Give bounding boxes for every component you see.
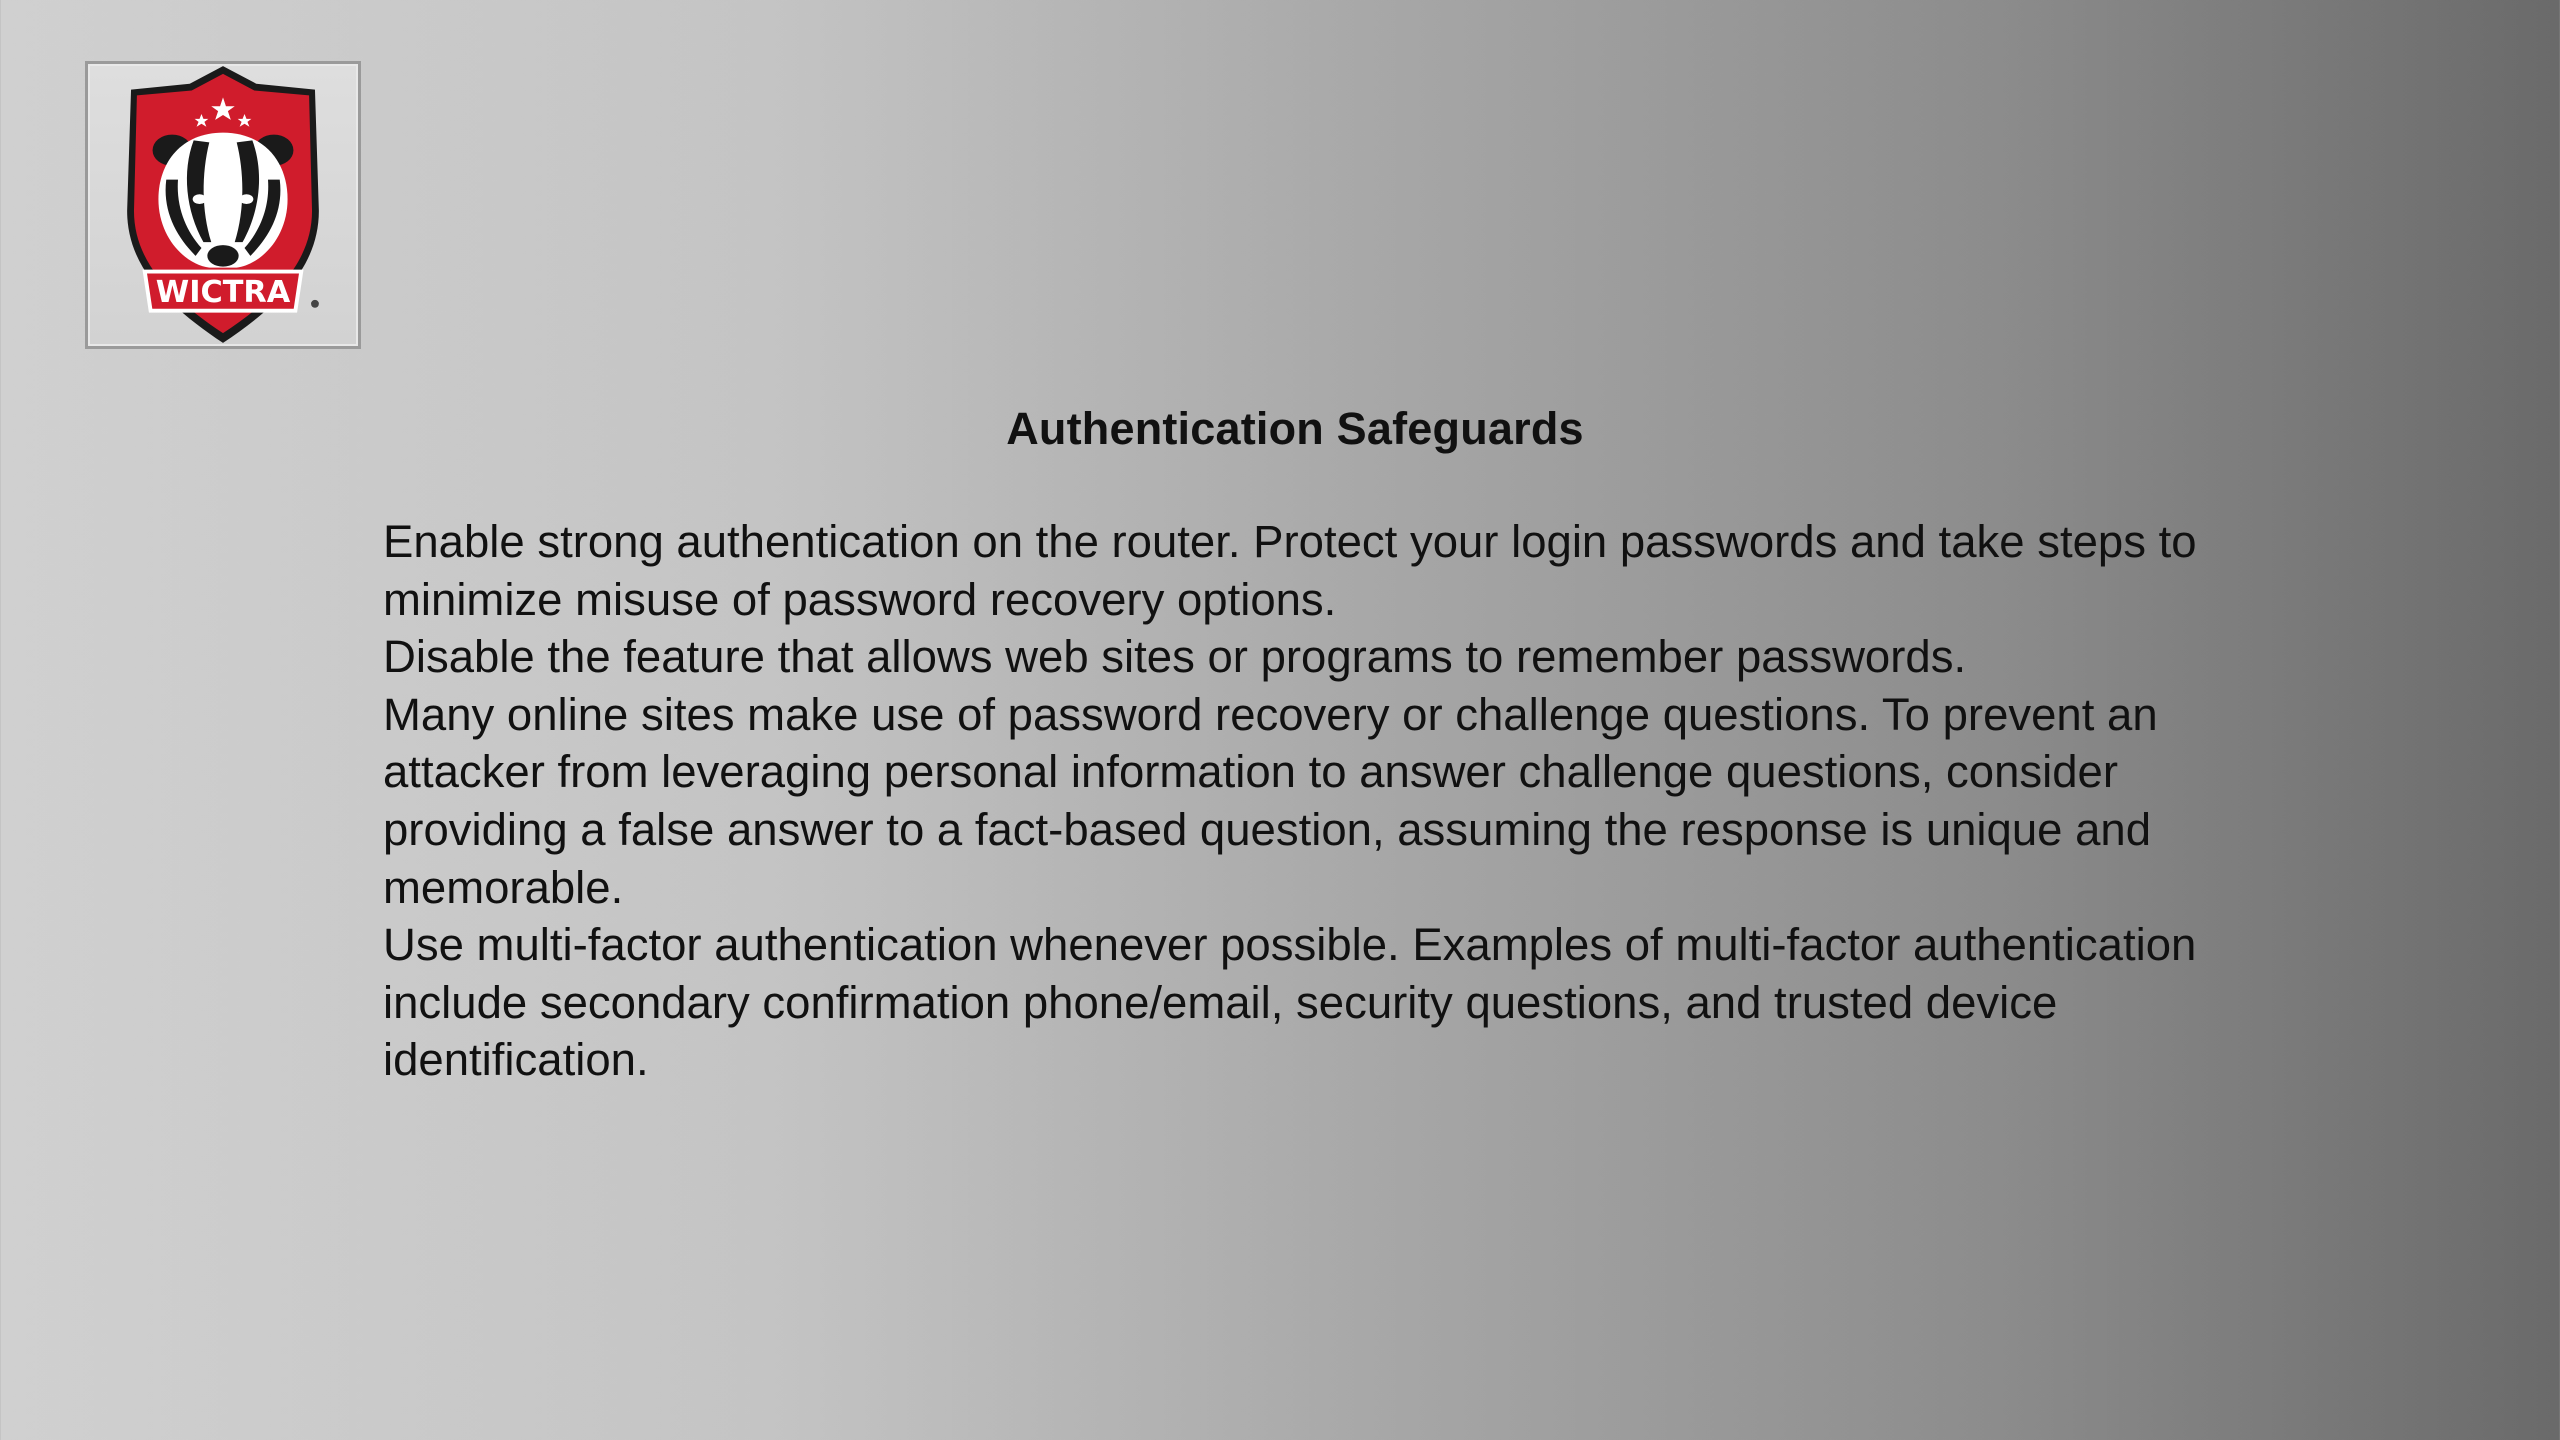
wictra-logo xyxy=(85,61,361,349)
paragraph-challenge-questions: Many online sites make use of password recovery or challenge questions. To prevent an attacker from leveraging personal information to answer challenge questions, consider providing a false answer to a fact-based question, assuming the response is unique and memorable. xyxy=(383,688,2158,913)
logo-brand-text: WICTRA xyxy=(155,274,291,310)
paragraph-disable-remember: Disable the feature that allows web sites or programs to remember passwords. xyxy=(383,631,1967,683)
badger-shield-icon xyxy=(88,64,358,346)
paragraph-multi-factor: Use multi-factor authentication whenever possible. Examples of multi-factor authentication include secondary confirmation phone/email, security questions, and trusted device identification. xyxy=(383,919,2197,1086)
paragraph-strong-auth: Enable strong authentication on the router. Protect your login passwords and take steps to minimize misuse of password recovery options. xyxy=(383,516,2197,625)
page-title: Authentication Safeguards xyxy=(1006,403,1584,454)
slide-body xyxy=(383,513,2223,1089)
